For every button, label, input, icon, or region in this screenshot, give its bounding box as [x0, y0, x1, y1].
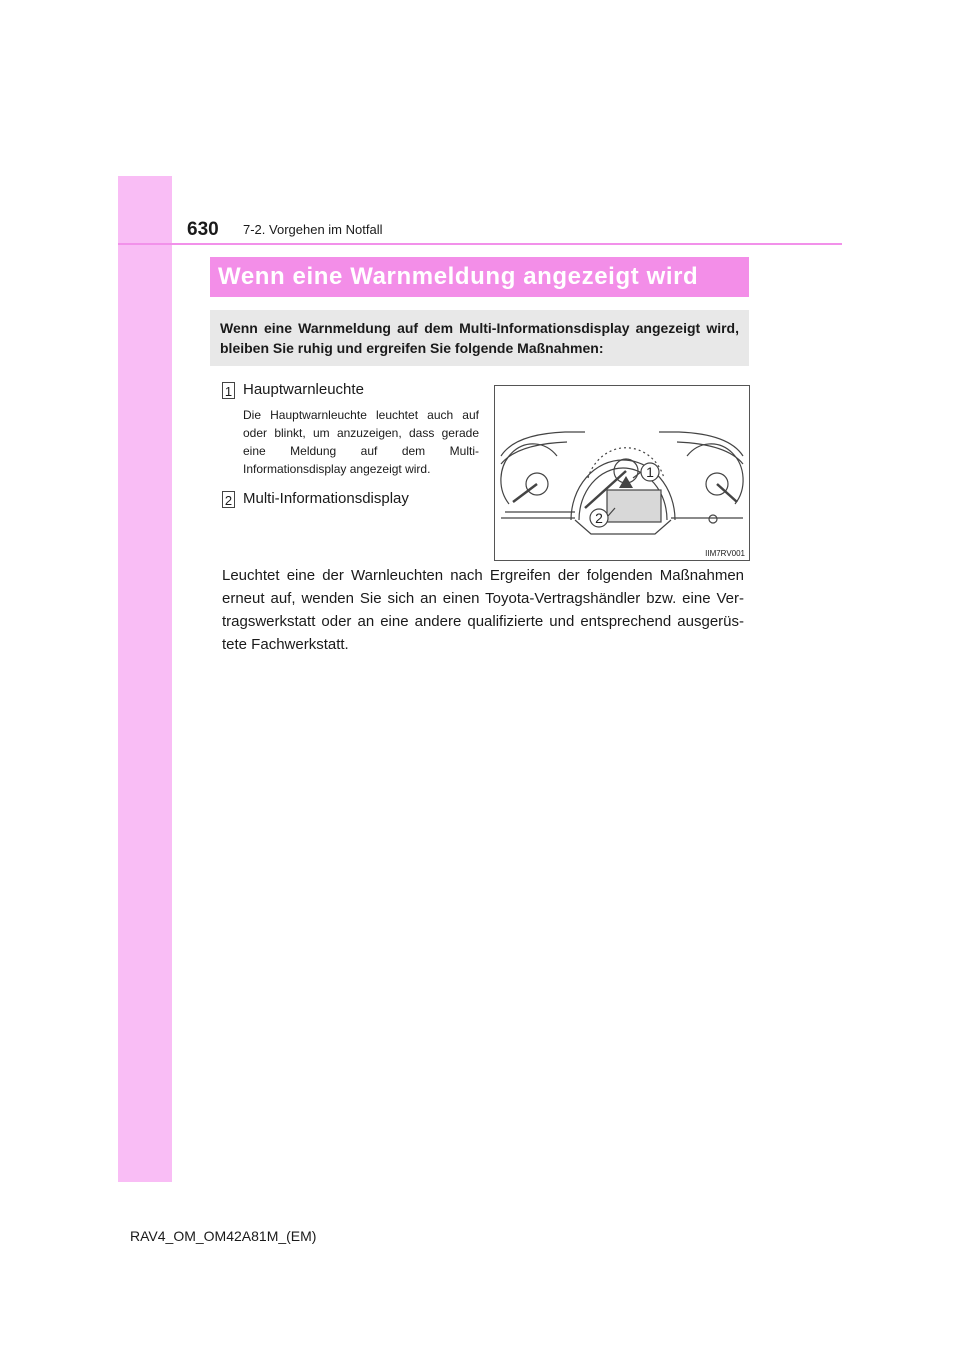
body-paragraph: Leuchtet eine der Warnleuchten nach Ergreifen der folgenden Maßnahmen erneut auf, wenden Sie sich an einen Toyota-Vertragshändler bzw. eine Ver-tragswerkstatt oder an eine andere qualifizierte und entsprechend ausgerüs-tete Fachwerkstatt.	[222, 567, 744, 653]
section-title: 7-2. Vorgehen im Notfall	[243, 222, 383, 237]
instrument-cluster-figure	[494, 385, 750, 561]
footer-document-code: RAV4_OM_OM42A81M_(EM)	[130, 1228, 317, 1244]
figure-marker-2: 2	[595, 510, 603, 526]
instrument-cluster-illustration	[495, 386, 749, 560]
callout-description-1: Die Hauptwarnleuchte leuchtet auch auf oder blinkt, um anzuzeigen, dass gerade eine Meldung auf dem Multi-Informationsdisplay angezeigt wird.	[243, 408, 479, 476]
header-rule	[118, 243, 842, 245]
side-color-band	[118, 176, 172, 1182]
figure-code: IIM7RV001	[705, 549, 745, 558]
page-number: 630	[187, 219, 219, 240]
callout-label-1: Hauptwarnleuchte	[243, 381, 364, 398]
callout-number-1: 1	[222, 382, 235, 399]
figure-marker-1: 1	[646, 464, 654, 480]
callout-number-2: 2	[222, 491, 235, 508]
intro-box: Wenn eine Warnmeldung auf dem Multi-Informationsdisplay angezeigt wird, bleiben Sie ruhig und ergreifen Sie folgende Maßnahmen:	[210, 310, 749, 366]
heading-banner: Wenn eine Warnmeldung angezeigt wird	[210, 257, 749, 297]
callout-label-2: Multi-Informationsdisplay	[243, 490, 409, 507]
